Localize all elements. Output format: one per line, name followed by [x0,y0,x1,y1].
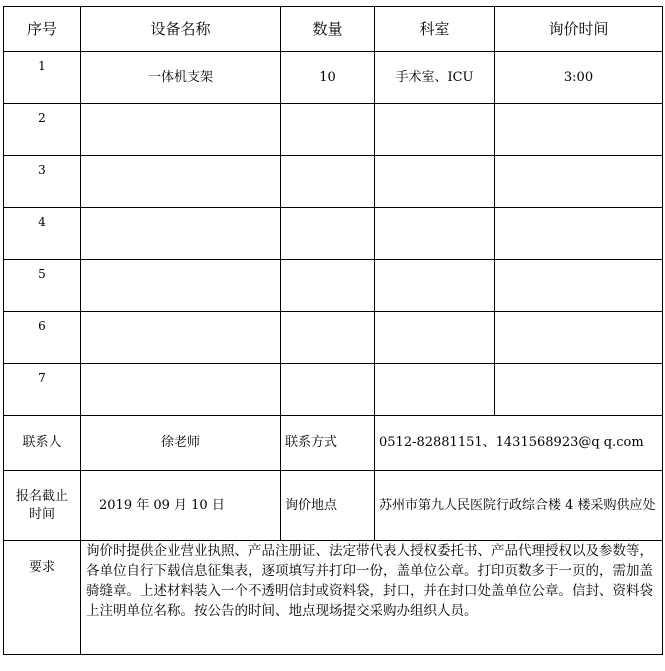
table-row [4,104,663,156]
row-device-name [81,312,281,364]
row-inquiry-time [495,156,663,208]
table-row [4,208,663,260]
row-seq: 7 [4,364,81,416]
row-seq: 3 [4,156,81,208]
contact-person-label: 联系人 [4,416,81,471]
inquiry-table [3,6,663,655]
row-department [375,312,495,364]
row-inquiry-time: 3:00 [495,52,663,104]
row-device-name [81,364,281,416]
row-seq: 2 [4,104,81,156]
row-department [375,208,495,260]
row-inquiry-time [495,104,663,156]
row-seq: 5 [4,260,81,312]
row-quantity [281,208,375,260]
row-department [375,104,495,156]
row-quantity: 10 [281,52,375,104]
deadline-row [4,471,663,541]
row-device-name [81,208,281,260]
row-department: 手术室、ICU [375,52,495,104]
row-quantity [281,260,375,312]
header-seq: 序号 [4,7,81,52]
row-quantity [281,104,375,156]
row-quantity [281,312,375,364]
contact-row [4,416,663,471]
header-quantity: 数量 [281,7,375,52]
header-department: 科室 [375,7,495,52]
row-inquiry-time [495,364,663,416]
row-quantity [281,364,375,416]
table-row [4,364,663,416]
inquiry-place-label: 询价地点 [281,471,375,541]
inquiry-place-value: 苏州市第九人民医院行政综合楼 4 楼采购供应处 [375,471,663,541]
deadline-label: 报名截止时间 [4,471,81,541]
requirement-text: 询价时提供企业营业执照、产品注册证、法定带代表人授权委托书、产品代理授权以及参数等，各单位自行下载信息征集表，逐项填写并打印一份，盖单位公章。打印页数多于一页的，需加盖骑缝章。上述材料装入一个不透明信封或资料袋，封口，并在封口处盖单位公章。信封、资料袋上注明单位名称。按公告的时间、地点现场提交采购办组织人员。 [81,541,663,655]
row-seq: 4 [4,208,81,260]
table-row [4,156,663,208]
table-row [4,312,663,364]
row-department [375,156,495,208]
deadline-value: 2019 年 09 月 10 日 [81,471,281,541]
header-device-name: 设备名称 [81,7,281,52]
row-inquiry-time [495,208,663,260]
header-row [4,7,663,52]
table-row [4,260,663,312]
contact-method-value: 0512-82881151、1431568923@q q.com [375,416,663,471]
contact-person-value: 徐老师 [81,416,281,471]
header-inquiry-time: 询价时间 [495,7,663,52]
contact-method-label: 联系方式 [281,416,375,471]
requirement-label: 要求 [4,541,81,655]
row-department [375,260,495,312]
row-device-name [81,104,281,156]
table-row [4,52,663,104]
row-device-name: 一体机支架 [81,52,281,104]
row-inquiry-time [495,312,663,364]
row-department [375,364,495,416]
row-inquiry-time [495,260,663,312]
row-device-name [81,156,281,208]
row-quantity [281,156,375,208]
row-seq: 6 [4,312,81,364]
row-device-name [81,260,281,312]
row-seq: 1 [4,52,81,104]
requirement-row [4,541,663,655]
